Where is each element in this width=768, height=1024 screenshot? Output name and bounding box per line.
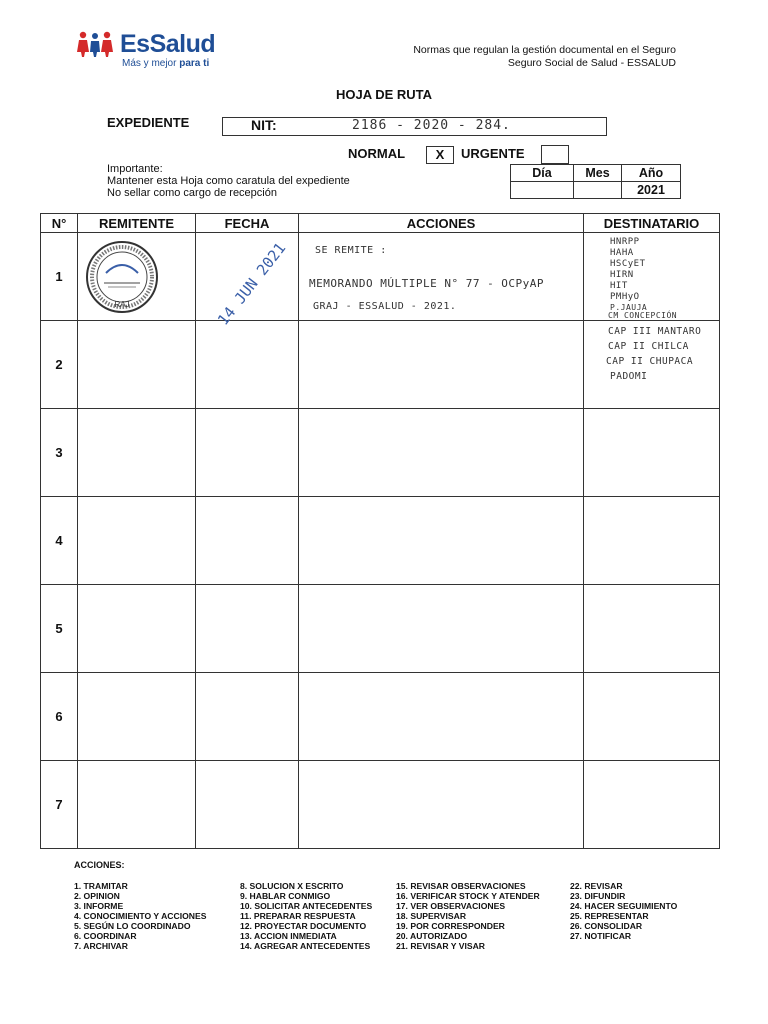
table-row bbox=[41, 321, 720, 409]
destinatario-5: HIT bbox=[610, 281, 628, 291]
urgente-label: URGENTE bbox=[461, 146, 525, 161]
remitente-cell[interactable] bbox=[78, 321, 196, 409]
accion-item: 22. REVISAR bbox=[570, 881, 623, 891]
mes-header: Mes bbox=[574, 165, 622, 182]
accion-item: 23. DIFUNDIR bbox=[570, 891, 626, 901]
date-table bbox=[510, 164, 681, 199]
header-destinatario: DESTINATARIO bbox=[584, 214, 720, 233]
acciones-cell[interactable] bbox=[299, 585, 584, 673]
acciones-legend-col-4 bbox=[570, 881, 677, 941]
fecha-cell[interactable] bbox=[196, 673, 299, 761]
destinatario-cell[interactable] bbox=[584, 233, 720, 321]
acciones-cell[interactable] bbox=[299, 497, 584, 585]
acciones-cell[interactable] bbox=[299, 673, 584, 761]
accion-line-2: MEMORANDO MÚLTIPLE N° 77 - OCPyAP bbox=[309, 277, 545, 290]
destinatario-8: CM CONCEPCIÓN bbox=[608, 311, 678, 320]
importante-note bbox=[107, 163, 350, 199]
row-number: 5 bbox=[41, 585, 78, 673]
row-number: 4 bbox=[41, 497, 78, 585]
accion-item: 4. CONOCIMIENTO Y ACCIONES bbox=[74, 911, 207, 921]
fecha-cell[interactable] bbox=[196, 321, 299, 409]
table-row bbox=[41, 585, 720, 673]
row-number: 6 bbox=[41, 673, 78, 761]
table-row bbox=[41, 409, 720, 497]
accion-item: 18. SUPERVISAR bbox=[396, 911, 467, 921]
anio-header: Año bbox=[622, 165, 681, 182]
seal-text: RAJ bbox=[114, 300, 130, 309]
normal-label: NORMAL bbox=[348, 146, 406, 161]
destinatario-1: CAP III MANTARO bbox=[608, 326, 702, 337]
destinatario-cell[interactable] bbox=[584, 497, 720, 585]
acciones-legend-title: ACCIONES: bbox=[74, 860, 125, 870]
header-remitente: REMITENTE bbox=[78, 214, 196, 233]
mes-value[interactable] bbox=[574, 182, 622, 199]
remitente-cell[interactable] bbox=[78, 233, 196, 321]
fecha-cell[interactable] bbox=[196, 409, 299, 497]
page-title: HOJA DE RUTA bbox=[335, 87, 433, 102]
accion-item: 19. POR CORRESPONDER bbox=[396, 921, 505, 931]
destinatario-cell[interactable] bbox=[584, 409, 720, 497]
accion-line-3: GRAJ - ESSALUD - 2021. bbox=[313, 301, 457, 312]
urgente-checkbox[interactable] bbox=[541, 145, 569, 164]
fecha-cell[interactable] bbox=[196, 497, 299, 585]
destinatario-2: HAHA bbox=[610, 248, 634, 258]
nit-value: 2186 - 2020 - 284. bbox=[352, 118, 511, 133]
accion-item: 1. TRAMITAR bbox=[74, 881, 128, 891]
acciones-cell[interactable] bbox=[299, 233, 584, 321]
fecha-cell[interactable] bbox=[196, 761, 299, 849]
accion-line-1: SE REMITE : bbox=[315, 245, 387, 256]
destinatario-2: CAP II CHILCA bbox=[608, 341, 689, 352]
remitente-cell[interactable] bbox=[78, 673, 196, 761]
anio-value[interactable]: 2021 bbox=[622, 182, 681, 199]
expediente-label: EXPEDIENTE bbox=[107, 115, 190, 130]
table-row bbox=[41, 673, 720, 761]
accion-item: 21. REVISAR Y VISAR bbox=[396, 941, 485, 951]
accion-item: 27. NOTIFICAR bbox=[570, 931, 632, 941]
table-row bbox=[41, 497, 720, 585]
acciones-cell[interactable] bbox=[299, 321, 584, 409]
accion-item: 16. VERIFICAR STOCK Y ATENDER bbox=[396, 891, 540, 901]
essalud-logo bbox=[76, 28, 216, 70]
importante-line-1: Mantener esta Hoja como caratula del expediente bbox=[107, 175, 350, 187]
norms-line-2: Seguro Social de Salud - ESSALUD bbox=[507, 57, 676, 69]
accion-item: 2. OPINION bbox=[74, 891, 120, 901]
nit-label: NIT: bbox=[251, 117, 277, 133]
dia-header: Día bbox=[511, 165, 574, 182]
fecha-stamp: 14 JUN 2021 bbox=[213, 239, 290, 329]
routing-table bbox=[40, 213, 720, 849]
row-number: 2 bbox=[41, 321, 78, 409]
acciones-legend-col-3 bbox=[396, 881, 540, 951]
accion-item: 13. ACCION INMEDIATA bbox=[240, 931, 337, 941]
accion-item: 25. REPRESENTAR bbox=[570, 911, 649, 921]
normal-checkbox[interactable]: X bbox=[426, 146, 454, 164]
destinatario-cell[interactable] bbox=[584, 585, 720, 673]
accion-item: 8. SOLUCION X ESCRITO bbox=[240, 881, 344, 891]
accion-item: 9. HABLAR CONMIGO bbox=[240, 891, 331, 901]
row-number: 1 bbox=[41, 233, 78, 321]
header-acciones: ACCIONES bbox=[299, 214, 584, 233]
logo-slogan: Más y mejor para ti bbox=[122, 58, 210, 69]
destinatario-4: HIRN bbox=[610, 270, 634, 280]
table-row bbox=[41, 761, 720, 849]
destinatario-7: P.JAUJA bbox=[610, 303, 648, 312]
row-number: 7 bbox=[41, 761, 78, 849]
accion-item: 5. SEGÚN LO COORDINADO bbox=[74, 921, 191, 931]
accion-item: 24. HACER SEGUIMIENTO bbox=[570, 901, 678, 911]
norms-line-1: Normas que regulan la gestión documental en el Seguro bbox=[413, 44, 676, 56]
accion-item: 14. AGREGAR ANTECEDENTES bbox=[240, 941, 371, 951]
remitente-cell[interactable] bbox=[78, 585, 196, 673]
norms-text bbox=[413, 44, 676, 70]
accion-item: 17. VER OBSERVACIONES bbox=[396, 901, 506, 911]
accion-item: 3. INFORME bbox=[74, 901, 124, 911]
accion-item: 26. CONSOLIDAR bbox=[570, 921, 643, 931]
accion-item: 20. AUTORIZADO bbox=[396, 931, 468, 941]
destinatario-3: CAP II CHUPACA bbox=[606, 356, 694, 367]
importante-line-2: No sellar como cargo de recepción bbox=[107, 187, 277, 199]
remitente-cell[interactable] bbox=[78, 761, 196, 849]
table-row bbox=[41, 233, 720, 321]
acciones-cell[interactable] bbox=[299, 409, 584, 497]
header-numero: N° bbox=[41, 214, 78, 233]
destinatario-cell[interactable] bbox=[584, 673, 720, 761]
dia-value[interactable] bbox=[511, 182, 574, 199]
destinatario-cell[interactable] bbox=[584, 321, 720, 409]
acciones-legend-col-1 bbox=[74, 881, 206, 951]
destinatario-3: HSCyET bbox=[610, 259, 646, 269]
header-fecha: FECHA bbox=[196, 214, 299, 233]
family-logo-icon bbox=[76, 30, 120, 58]
accion-item: 10. SOLICITAR ANTECEDENTES bbox=[240, 901, 373, 911]
row-number: 3 bbox=[41, 409, 78, 497]
acciones-cell[interactable] bbox=[299, 761, 584, 849]
accion-item: 6. COORDINAR bbox=[74, 931, 137, 941]
acciones-legend-col-2 bbox=[240, 881, 372, 951]
accion-item: 7. ARCHIVAR bbox=[74, 941, 128, 951]
accion-item: 12. PROYECTAR DOCUMENTO bbox=[240, 921, 367, 931]
remitente-cell[interactable] bbox=[78, 409, 196, 497]
destinatario-4: PADOMI bbox=[610, 371, 648, 382]
destinatario-6: PMHyO bbox=[610, 292, 640, 302]
destinatario-cell[interactable] bbox=[584, 761, 720, 849]
fecha-cell[interactable] bbox=[196, 233, 299, 329]
accion-item: 15. REVISAR OBSERVACIONES bbox=[396, 881, 526, 891]
logo-brand: EsSalud bbox=[120, 30, 216, 58]
importante-title: Importante: bbox=[107, 163, 163, 175]
remitente-cell[interactable] bbox=[78, 497, 196, 585]
destinatario-1: HNRPP bbox=[610, 237, 640, 247]
official-seal-stamp bbox=[84, 239, 160, 315]
accion-item: 11. PREPARAR RESPUESTA bbox=[240, 911, 356, 921]
fecha-cell[interactable] bbox=[196, 585, 299, 673]
